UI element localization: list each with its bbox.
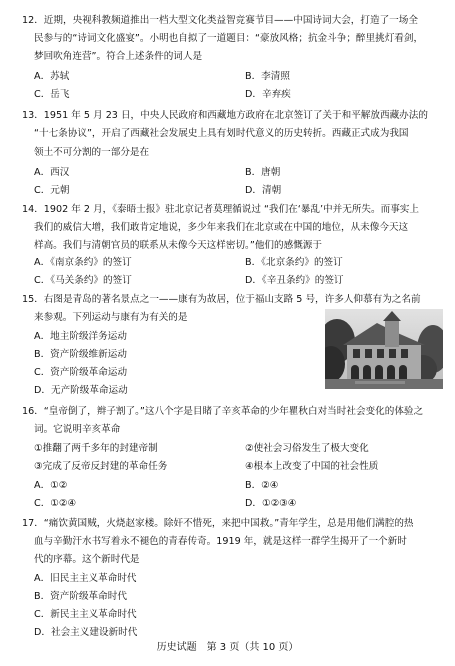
q16-item-3: ③完成了反帝反封建的革命任务	[34, 461, 168, 472]
q12-option-b[interactable]: B．李清照	[245, 71, 290, 82]
q16-option-d[interactable]: D．①②③④	[245, 498, 297, 509]
q16-line-2: 词。它说明辛亥革命	[34, 424, 121, 435]
q12-option-a[interactable]: A．苏轼	[34, 71, 70, 82]
q13-option-a[interactable]: A．西汉	[34, 167, 70, 178]
q15-option-b[interactable]: B．资产阶级维新运动	[34, 349, 127, 360]
q17-line-3: 代的序幕。这个新时代是	[34, 554, 140, 565]
q14-option-b[interactable]: B．《北京条约》的签订	[245, 257, 343, 268]
q12-line-1: 12．近期，央视科教频道推出一档大型文化类益智竞赛节目——中国诗词大会，打造了一场全	[22, 15, 418, 26]
q13-line-3: 领土不可分割的一部分是在	[34, 147, 150, 158]
q15-option-c[interactable]: C．资产阶级革命运动	[34, 367, 128, 378]
q13-line-2: “十七条协议”，开启了西藏社会发展史上具有划时代意义的历史转折。西藏正式成为我国	[34, 128, 409, 139]
q12-option-d[interactable]: D．辛弃疾	[245, 89, 291, 100]
q15-line-2: 来参观。下列运动与康有为有关的是	[34, 312, 188, 323]
q16-option-a[interactable]: A．①②	[34, 480, 68, 491]
q15-line-1: 15．右图是青岛的著名景点之一——康有为故居，位于福山支路 5 号，许多人仰慕有为之名前	[22, 294, 421, 305]
kang-youwei-residence-photo	[325, 309, 443, 389]
residence-photo-drawing	[325, 309, 443, 389]
q17-option-d[interactable]: D．社会主义建设新时代	[34, 627, 138, 638]
q13-line-1: 13．1951 年 5 月 23 日，中央人民政府和西藏地方政府在北京签订了关于和平解放西藏办法的	[22, 110, 428, 121]
q17-line-1: 17．“痛饮黄国贼，火烧赵家楼。除奸不惜死，来把中国救。”青年学生，总是用他们满腔的热	[22, 518, 414, 529]
q17-option-a[interactable]: A．旧民主主义革命时代	[34, 573, 137, 584]
q14-line-3: 样高。我们与清朝官员的联系从未像今天这样密切。”他们的感慨源于	[34, 240, 322, 251]
q15-option-d[interactable]: D．无产阶级革命运动	[34, 385, 128, 396]
q16-option-b[interactable]: B．②④	[245, 480, 279, 491]
q12-option-c[interactable]: C．岳飞	[34, 89, 70, 100]
page-footer: 历史试题 第 3 页（共 10 页）	[156, 642, 299, 653]
q12-line-2: 民参与的“诗词文化盛宴”。小明也自拟了一道题目：“豪放风格；抗金斗争；醉里挑灯看剑，	[34, 33, 424, 44]
q16-option-c[interactable]: C．①②④	[34, 498, 77, 509]
q17-option-c[interactable]: C．新民主主义革命时代	[34, 609, 137, 620]
q13-option-b[interactable]: B．唐朝	[245, 167, 281, 178]
q17-line-2: 血与辛勤汗水书写着永不褪色的青春传奇。1919 年，就是这样一群学生揭开了一个新时	[34, 536, 407, 547]
q13-option-c[interactable]: C．元朝	[34, 185, 70, 196]
q16-line-1: 16．“皇帝倒了，辫子割了。”这八个字是目睹了辛亥革命的少年瞿秋白对当时社会变化的体验之	[22, 406, 424, 417]
q16-item-1: ①推翻了两千多年的封建帝制	[34, 443, 158, 454]
q14-option-c[interactable]: C．《马关条约》的签订	[34, 275, 132, 286]
q14-option-a[interactable]: A．《南京条约》的签订	[34, 257, 132, 268]
q14-line-1: 14．1902 年 2 月，《泰晤士报》驻北京记者莫理循说过 “我们在‘暴乱’中并无所失。而事实上	[22, 204, 419, 215]
q17-option-b[interactable]: B．资产阶级革命时代	[34, 591, 127, 602]
q14-line-2: 我们的威信大增，我们敢肯定地说，多少年来我们在北京或在中国的地位，从未像今天这	[34, 222, 409, 233]
q15-option-a[interactable]: A．地主阶级洋务运动	[34, 331, 127, 342]
q12-line-3: 梦回吹角连营”。符合上述条件的词人是	[34, 51, 203, 62]
q14-option-d[interactable]: D．《辛丑条约》的签订	[245, 275, 344, 286]
q16-item-2: ②使社会习俗发生了极大变化	[245, 443, 369, 454]
q13-option-d[interactable]: D．清朝	[245, 185, 282, 196]
q16-item-4: ④根本上改变了中国的社会性质	[245, 461, 379, 472]
